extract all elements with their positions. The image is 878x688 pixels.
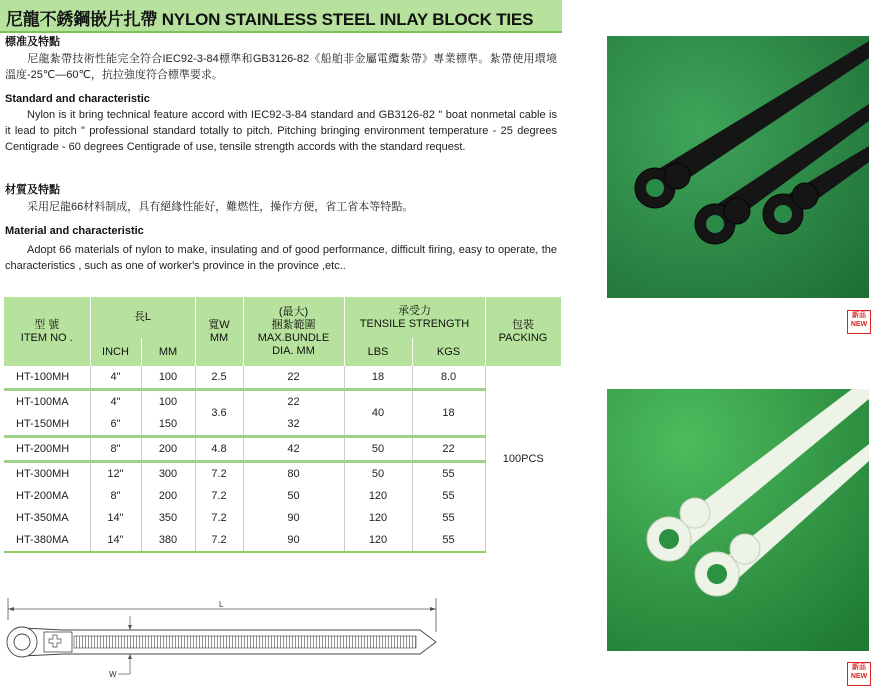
cell-kgs: 22	[412, 437, 485, 462]
cell-mm: 300	[141, 462, 195, 486]
standard-en-text: Nylon is it bring technical feature accord with IEC92-3-84 standard and GB3126-82 " boat nonmetal cable is it lead to pitch " professional standard totally to pitch. Pitching bringing environment temperature - 25 degrees Centigrade - 60 degrees Centigrade of use, tensile strength accords with the standard request.	[5, 109, 557, 153]
cell-inch: 6"	[90, 413, 141, 437]
header-inch: INCH	[90, 338, 141, 366]
cell-kgs: 8.0	[412, 366, 485, 390]
table-row	[4, 485, 561, 507]
cell-lbs: 18	[344, 366, 412, 390]
cell-lbs: 120	[344, 507, 412, 529]
cell-mm: 200	[141, 437, 195, 462]
page-title: 尼龍不銹鋼嵌片扎帶 NYLON STAINLESS STEEL INLAY BLOCK TIES	[6, 10, 534, 29]
material-cn-text: 采用尼龍66材料制成，具有絕緣性能好，難燃性，操作方便，省工省本等特點。	[27, 201, 414, 213]
header-length: 長L	[90, 297, 195, 338]
new-badge-cn: 新品	[852, 664, 866, 671]
standard-cn-text: 尼龍紮帶技術性能完全符合IEC92-3-84標準和GB3126-82《船舶非金屬電纜紮帶》專業標準。紮帶使用環境溫度-25℃—60℃，抗拉強度符合標準要求。	[5, 53, 557, 81]
header-tensile: 承受力 TENSILE STRENGTH	[344, 297, 485, 338]
cell-bundle: 50	[243, 485, 344, 507]
cell-bundle: 32	[243, 413, 344, 437]
cell-inch: 4"	[90, 390, 141, 414]
header-packing: 包裝 PACKING	[485, 297, 561, 366]
header-mm: MM	[141, 338, 195, 366]
length-label: L	[219, 600, 224, 609]
cell-inch: 12"	[90, 462, 141, 486]
cell-inch: 4"	[90, 366, 141, 390]
cell-bundle: 42	[243, 437, 344, 462]
table-row	[4, 366, 561, 390]
material-en-heading: Material and characteristic	[5, 225, 144, 237]
cell-mm: 350	[141, 507, 195, 529]
cell-lbs: 120	[344, 485, 412, 507]
table-row	[4, 437, 561, 462]
cell-mm: 100	[141, 366, 195, 390]
table-row	[4, 390, 561, 414]
new-badge-en: NEW	[850, 321, 868, 328]
standard-en-heading: Standard and characteristic	[5, 93, 150, 105]
header-item: 型 號 ITEM NO .	[4, 297, 90, 366]
cell-bundle: 80	[243, 462, 344, 486]
cell-mm: 150	[141, 413, 195, 437]
cell-kgs: 55	[412, 529, 485, 552]
white-tie-photo	[607, 389, 869, 651]
cell-width: 4.8	[195, 437, 243, 462]
cell-kgs: 55	[412, 462, 485, 486]
material-cn-heading: 材質及特點	[5, 184, 60, 196]
cell-item: HT-150MH	[4, 413, 90, 437]
cell-lbs: 50	[344, 462, 412, 486]
cell-inch: 14"	[90, 529, 141, 552]
cell-inch: 14"	[90, 507, 141, 529]
new-badge	[847, 662, 871, 686]
width-label: W	[109, 670, 117, 679]
header-kgs: KGS	[412, 338, 485, 366]
cell-width: 7.2	[195, 529, 243, 552]
new-badge-en: NEW	[850, 673, 868, 680]
title-banner	[0, 0, 562, 33]
cell-bundle: 22	[243, 390, 344, 414]
cell-width: 3.6	[195, 390, 243, 437]
cell-item: HT-200MH	[4, 437, 90, 462]
new-badge	[847, 310, 871, 334]
cell-mm: 200	[141, 485, 195, 507]
cell-item: HT-200MA	[4, 485, 90, 507]
cell-item: HT-100MH	[4, 366, 90, 390]
material-en-text: Adopt 66 materials of nylon to make, insulating and of good performance, difficult firing, easy to operate, the characteristics , such as one of worker's province in the province ,etc..	[5, 244, 557, 272]
cell-lbs: 50	[344, 437, 412, 462]
cell-kgs: 55	[412, 485, 485, 507]
cell-lbs: 40	[344, 390, 412, 437]
cell-kgs: 18	[412, 390, 485, 437]
cable-tie-diagram	[0, 592, 450, 686]
cell-mm: 100	[141, 390, 195, 414]
cell-lbs: 120	[344, 529, 412, 552]
cell-packing: 100PCS	[502, 453, 544, 465]
cell-bundle: 22	[243, 366, 344, 390]
table-row	[4, 462, 561, 486]
standard-cn-heading: 標准及特點	[5, 36, 60, 48]
cell-item: HT-380MA	[4, 529, 90, 552]
header-width: 寬W MM	[195, 297, 243, 366]
cell-bundle: 90	[243, 529, 344, 552]
table-row	[4, 529, 561, 552]
cell-item: HT-300MH	[4, 462, 90, 486]
cell-inch: 8"	[90, 485, 141, 507]
new-badge-cn: 新品	[852, 312, 866, 319]
cell-width: 7.2	[195, 507, 243, 529]
cell-mm: 380	[141, 529, 195, 552]
cell-bundle: 90	[243, 507, 344, 529]
header-lbs: LBS	[344, 338, 412, 366]
table-row	[4, 507, 561, 529]
cell-width: 2.5	[195, 366, 243, 390]
cell-width: 7.2	[195, 485, 243, 507]
cell-inch: 8"	[90, 437, 141, 462]
header-bundle: (最大) 捆紮範圍 MAX.BUNDLE DIA. MM	[243, 297, 344, 366]
spec-table	[4, 297, 562, 553]
cell-item: HT-100MA	[4, 390, 90, 414]
cell-kgs: 55	[412, 507, 485, 529]
black-tie-photo	[607, 36, 869, 298]
cell-item: HT-350MA	[4, 507, 90, 529]
cell-width: 7.2	[195, 462, 243, 486]
